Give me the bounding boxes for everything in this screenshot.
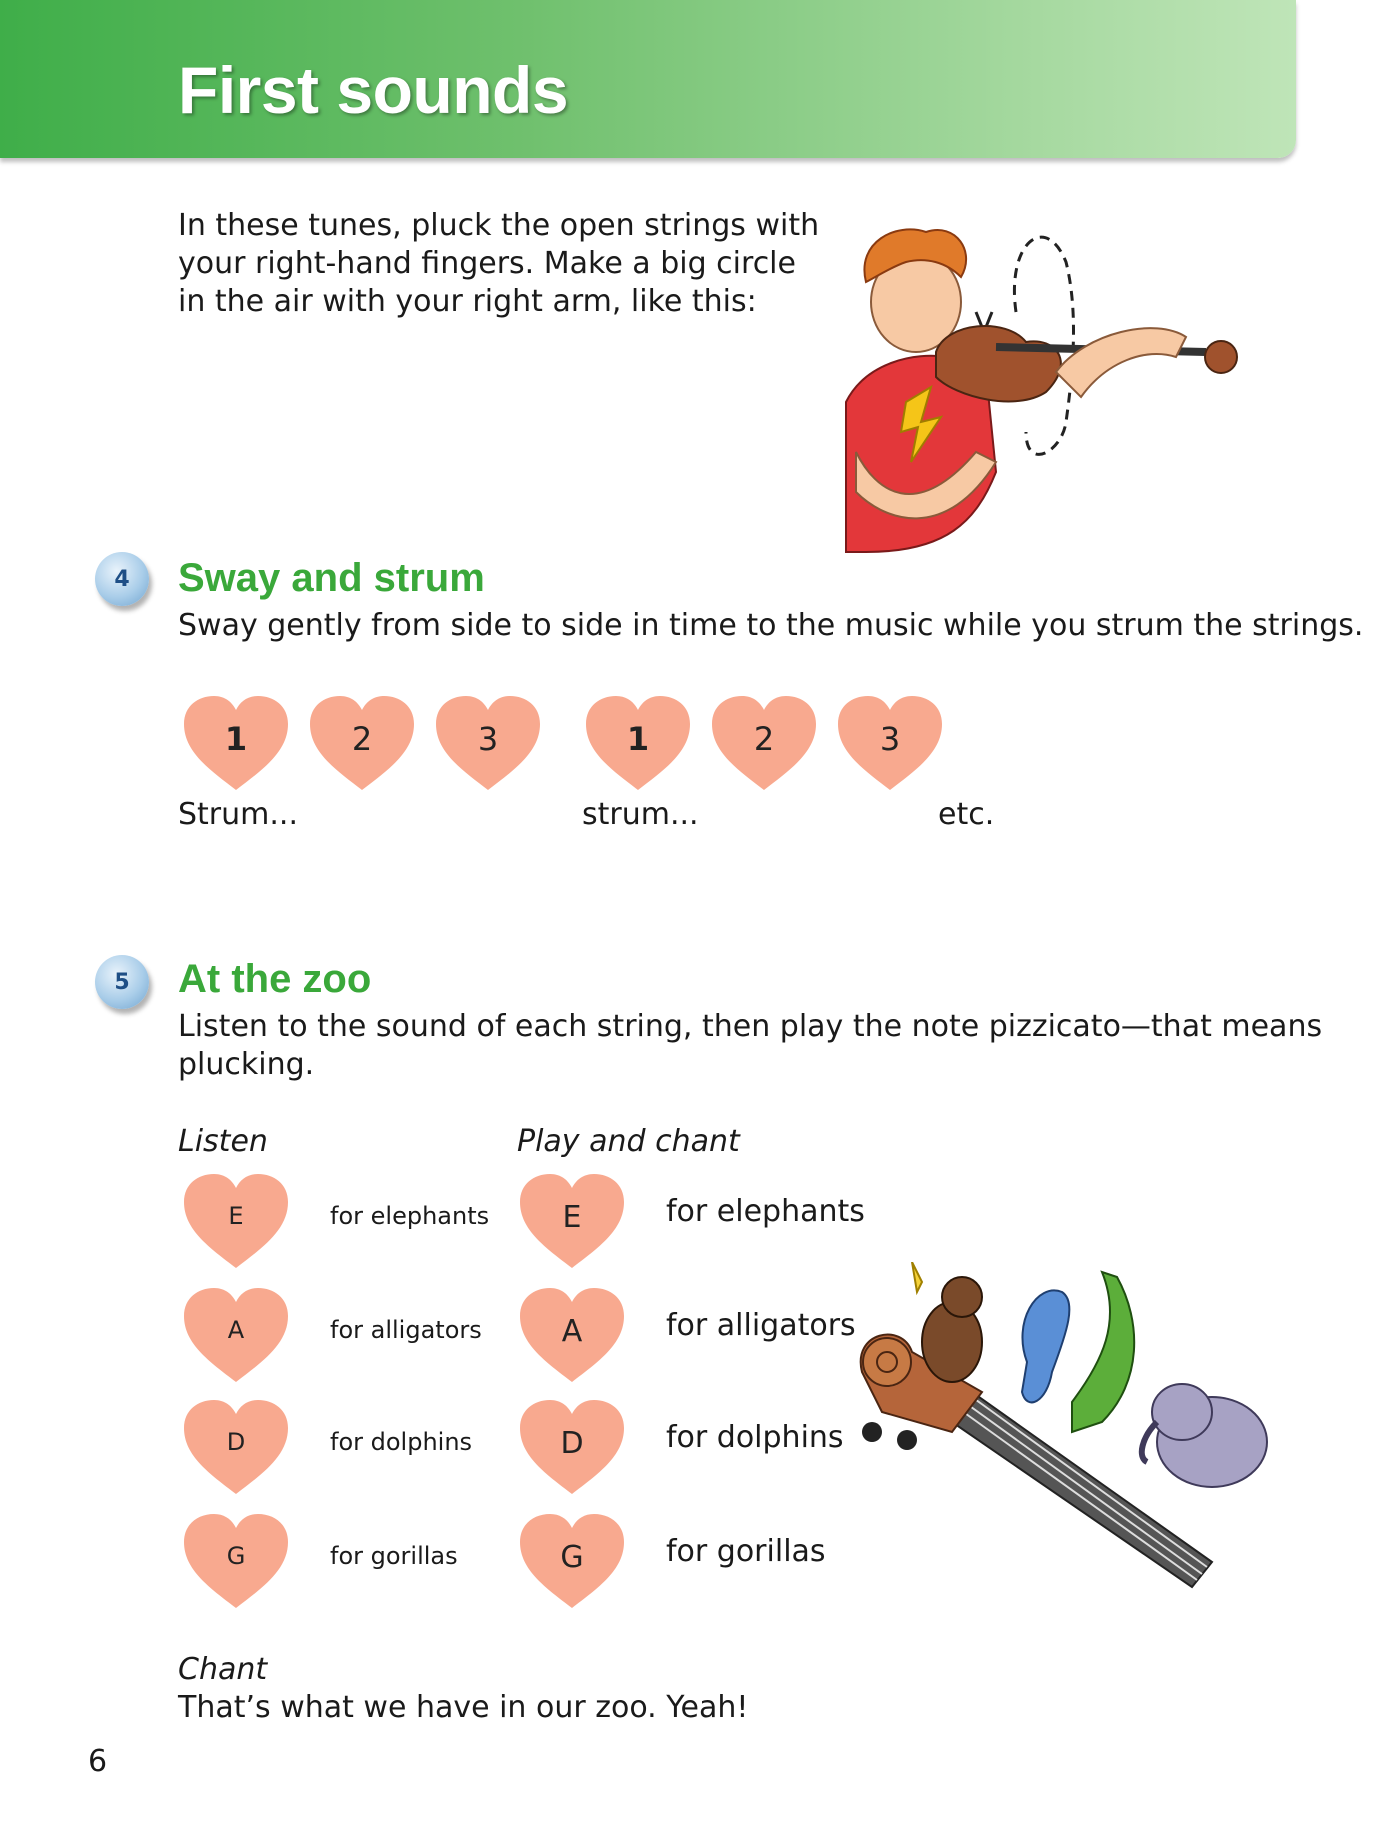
section-4-instruction: Sway gently from side to side in time to the music while you strum the strings. [178, 608, 1364, 643]
beat-heart [306, 694, 418, 794]
listen-note-letter: G [226, 1542, 246, 1570]
play-note-label: for elephants [666, 1194, 865, 1229]
etc-label: etc. [938, 797, 995, 832]
beat-number: 3 [477, 720, 499, 758]
play-note-letter: D [560, 1426, 584, 1461]
play-note-letter: A [561, 1314, 583, 1349]
strum-label-2: strum... [582, 797, 699, 832]
page-title: First sounds [178, 53, 569, 127]
listen-note-label: for dolphins [330, 1428, 473, 1456]
beat-heart [582, 694, 694, 794]
play-note-label: for alligators [666, 1308, 856, 1343]
play-note-label: for dolphins [666, 1420, 844, 1455]
beat-heart [834, 694, 946, 794]
listen-note-label: for gorillas [330, 1542, 458, 1570]
beat-number: 1 [224, 720, 248, 758]
zoo-illustration [852, 1262, 1300, 1592]
intro-line-3: in the air with your right arm, like this: [178, 284, 757, 319]
section-5-badge: 5 [95, 955, 149, 1009]
beat-heart [432, 694, 544, 794]
listen-note-heart [180, 1172, 292, 1272]
play-note-heart [516, 1512, 628, 1612]
beat-number: 1 [626, 720, 650, 758]
beat-heart [708, 694, 820, 794]
listen-note-label: for elephants [330, 1202, 490, 1230]
listen-note-letter: E [228, 1202, 244, 1230]
play-note-heart [516, 1172, 628, 1272]
beat-heart [180, 694, 292, 794]
play-note-heart [516, 1286, 628, 1386]
page-number: 6 [88, 1744, 108, 1779]
play-note-letter: E [562, 1200, 582, 1235]
strum-label-1: Strum... [178, 797, 298, 832]
section-4-badge: 4 [95, 552, 149, 606]
section-5-heading: At the zoo [178, 957, 372, 1001]
chant-text: That’s what we have in our zoo. Yeah! [178, 1690, 749, 1725]
play-and-chant-header: Play and chant [517, 1124, 740, 1159]
listen-note-letter: D [226, 1428, 246, 1456]
chant-header: Chant [178, 1652, 268, 1687]
violinist-illustration [826, 222, 1246, 562]
listen-note-heart [180, 1286, 292, 1386]
intro-line-2: your right-hand fingers. Make a big circle [178, 246, 796, 281]
listen-note-heart [180, 1512, 292, 1612]
beat-number: 2 [351, 720, 373, 758]
beat-number: 3 [879, 720, 901, 758]
play-note-label: for gorillas [666, 1534, 826, 1569]
listen-note-heart [180, 1398, 292, 1498]
listen-header: Listen [178, 1124, 268, 1159]
listen-note-letter: A [227, 1316, 245, 1344]
play-note-letter: G [560, 1540, 584, 1575]
title-banner [0, 0, 1296, 158]
listen-note-label: for alligators [330, 1316, 482, 1344]
play-note-heart [516, 1398, 628, 1498]
section-4-heading: Sway and strum [178, 556, 485, 600]
section-5-instruction-2: plucking. [178, 1047, 315, 1082]
beat-number: 2 [753, 720, 775, 758]
section-5-instruction-1: Listen to the sound of each string, then play the note pizzicato—that means [178, 1009, 1323, 1044]
intro-line-1: In these tunes, pluck the open strings with [178, 208, 820, 243]
